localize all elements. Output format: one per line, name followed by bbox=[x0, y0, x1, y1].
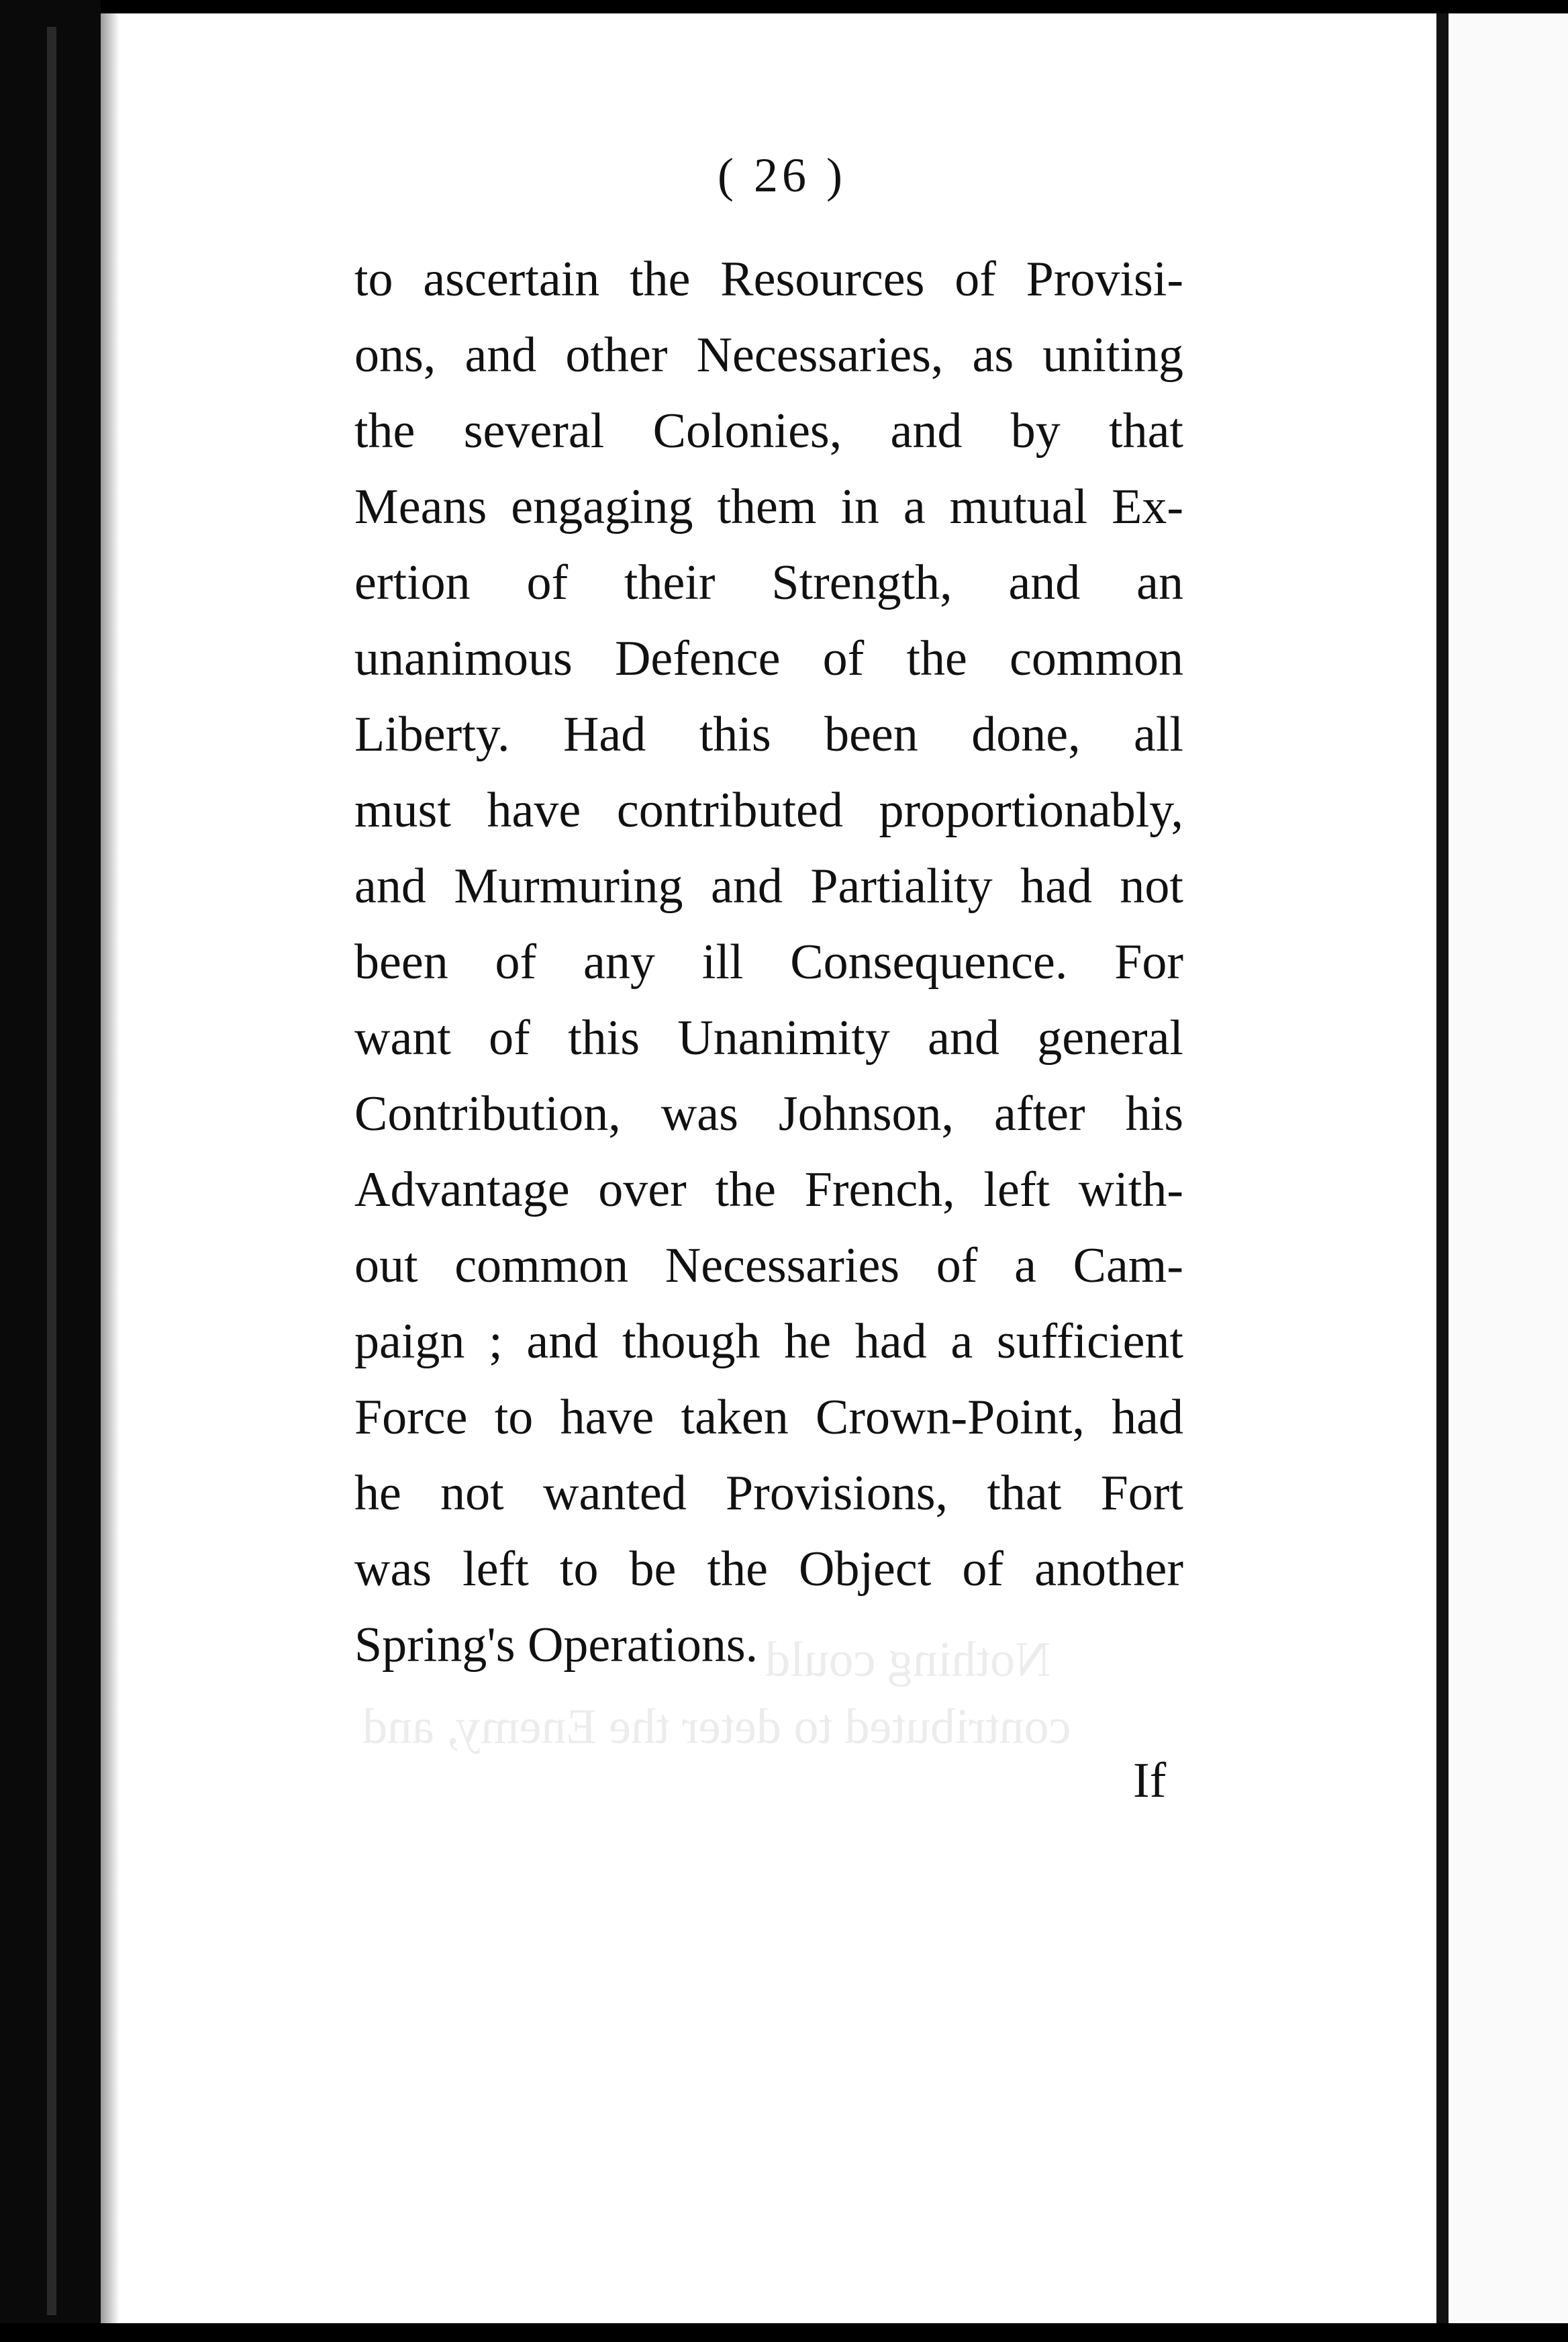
text-line: the several Colonies, and by that bbox=[354, 404, 1183, 459]
book-spine-edge bbox=[0, 0, 101, 2342]
text-line: ons, and other Necessaries, as uniting bbox=[354, 328, 1183, 383]
catchword: If bbox=[1133, 1753, 1167, 1808]
text-line: Force to have taken Crown-Point, had bbox=[354, 1390, 1183, 1445]
spine-band bbox=[47, 27, 56, 2315]
text-line: paign ; and though he had a sufficient bbox=[354, 1314, 1183, 1369]
text-line: Means engaging them in a mutual Ex- bbox=[354, 479, 1183, 534]
text-line: been of any ill Consequence. For bbox=[354, 935, 1183, 990]
text-line: Contribution, was Johnson, after his bbox=[354, 1086, 1183, 1141]
show-through-text: contributed to deter the Enemy, and bbox=[362, 1699, 1071, 1754]
text-line: was left to be the Object of another bbox=[354, 1542, 1183, 1597]
text-line: and Murmuring and Partiality had not bbox=[354, 859, 1183, 914]
page-number-open: ( bbox=[718, 148, 738, 202]
scan-bottom-edge bbox=[0, 2323, 1568, 2342]
page-gutter-rule bbox=[1436, 13, 1449, 2323]
text-line: he not wanted Provisions, that Fort bbox=[354, 1466, 1183, 1521]
text-line: ertion of their Strength, and an bbox=[354, 555, 1183, 610]
text-line: Liberty. Had this been done, all bbox=[354, 707, 1183, 762]
text-line: Advantage over the French, left with- bbox=[354, 1162, 1183, 1217]
text-line: to ascertain the Resources of Provisi- bbox=[354, 252, 1183, 307]
text-line: unanimous Defence of the common bbox=[354, 631, 1183, 686]
text-line: want of this Unanimity and general bbox=[354, 1011, 1183, 1066]
text-line: out common Necessaries of a Cam- bbox=[354, 1238, 1183, 1293]
page-number-close: ) bbox=[826, 148, 846, 202]
text-line: must have contributed proportionably, bbox=[354, 783, 1183, 838]
adjacent-page-edge bbox=[1449, 13, 1568, 2323]
page-number-value: 26 bbox=[754, 148, 810, 202]
show-through-text: Nothing could bbox=[765, 1632, 1051, 1687]
text-line: Spring's Operations. bbox=[354, 1618, 758, 1673]
body-text bbox=[354, 242, 1183, 1683]
page-number bbox=[668, 148, 896, 203]
